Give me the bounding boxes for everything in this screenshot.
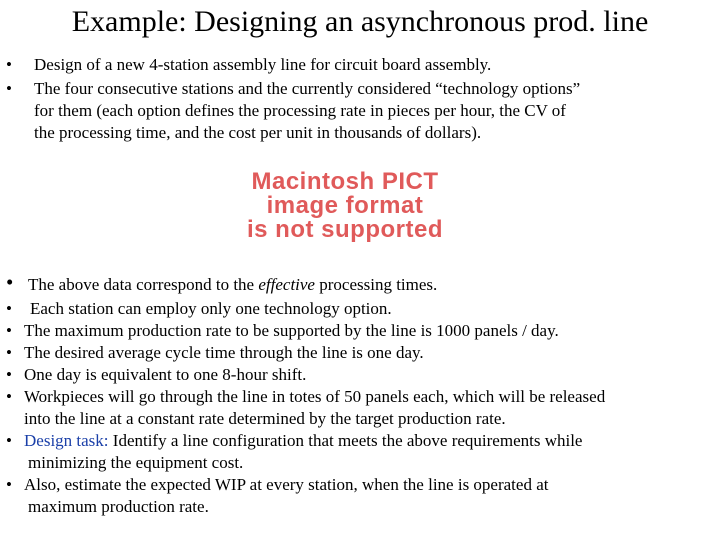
bullet-continuation: maximum production rate. xyxy=(28,497,209,516)
bullet-icon: • xyxy=(6,55,12,74)
placeholder-line: image format xyxy=(266,192,424,219)
bullet-text xyxy=(28,274,437,295)
bullet-continuation: minimizing the equipment cost. xyxy=(28,453,244,472)
bullet-text: The four consecutive stations and the currently considered “technology options” xyxy=(34,79,581,98)
bullet-continuation: the processing time, and the cost per unit in thousands of dollars). xyxy=(34,123,482,142)
bullet-continuation: for them (each option defines the processing rate in pieces per hour, the CV of xyxy=(34,101,566,120)
design-task-label: Design task: xyxy=(24,431,109,450)
bullet-icon: • xyxy=(6,431,12,450)
bullet-text: Each station can employ only one technology option. xyxy=(30,299,392,318)
bullet-text: Also, estimate the expected WIP at every station, when the line is operated at xyxy=(24,475,549,494)
bullet-icon: • xyxy=(6,343,12,362)
placeholder-line: Macintosh PICT xyxy=(251,168,439,195)
bullet-text: Design of a new 4-station assembly line for circuit board assembly. xyxy=(34,55,492,74)
bullet-icon: • xyxy=(6,321,12,340)
bullet-icon: • xyxy=(6,387,12,406)
bullet-icon: • xyxy=(6,299,12,318)
bullet-text xyxy=(24,430,582,451)
design-task-text: Identify a line configuration that meets the above requirements while xyxy=(108,431,583,450)
bullet-icon: • xyxy=(6,79,12,98)
bullet-text: One day is equivalent to one 8-hour shift. xyxy=(24,365,307,384)
bullet-icon: • xyxy=(6,270,14,294)
bullet-icon: • xyxy=(6,365,12,384)
placeholder-line: is not supported xyxy=(247,216,443,243)
bullet-icon: • xyxy=(6,475,12,494)
bullet-text: The maximum production rate to be supported by the line is 1000 panels / day. xyxy=(24,321,559,340)
bullet-continuation: into the line at a constant rate determined by the target production rate. xyxy=(24,409,506,428)
bullet-text-start: The above data correspond to the xyxy=(28,275,259,294)
bullet-text: The desired average cycle time through the line is one day. xyxy=(24,343,424,362)
emphasis-text: effective xyxy=(258,275,315,294)
unsupported-image-placeholder xyxy=(200,170,490,242)
bullet-text: Workpieces will go through the line in totes of 50 panels each, which will be released xyxy=(24,387,606,406)
bullet-text-end: processing times. xyxy=(314,275,438,294)
slide-title: Example: Designing an asynchronous prod. line xyxy=(71,5,649,38)
